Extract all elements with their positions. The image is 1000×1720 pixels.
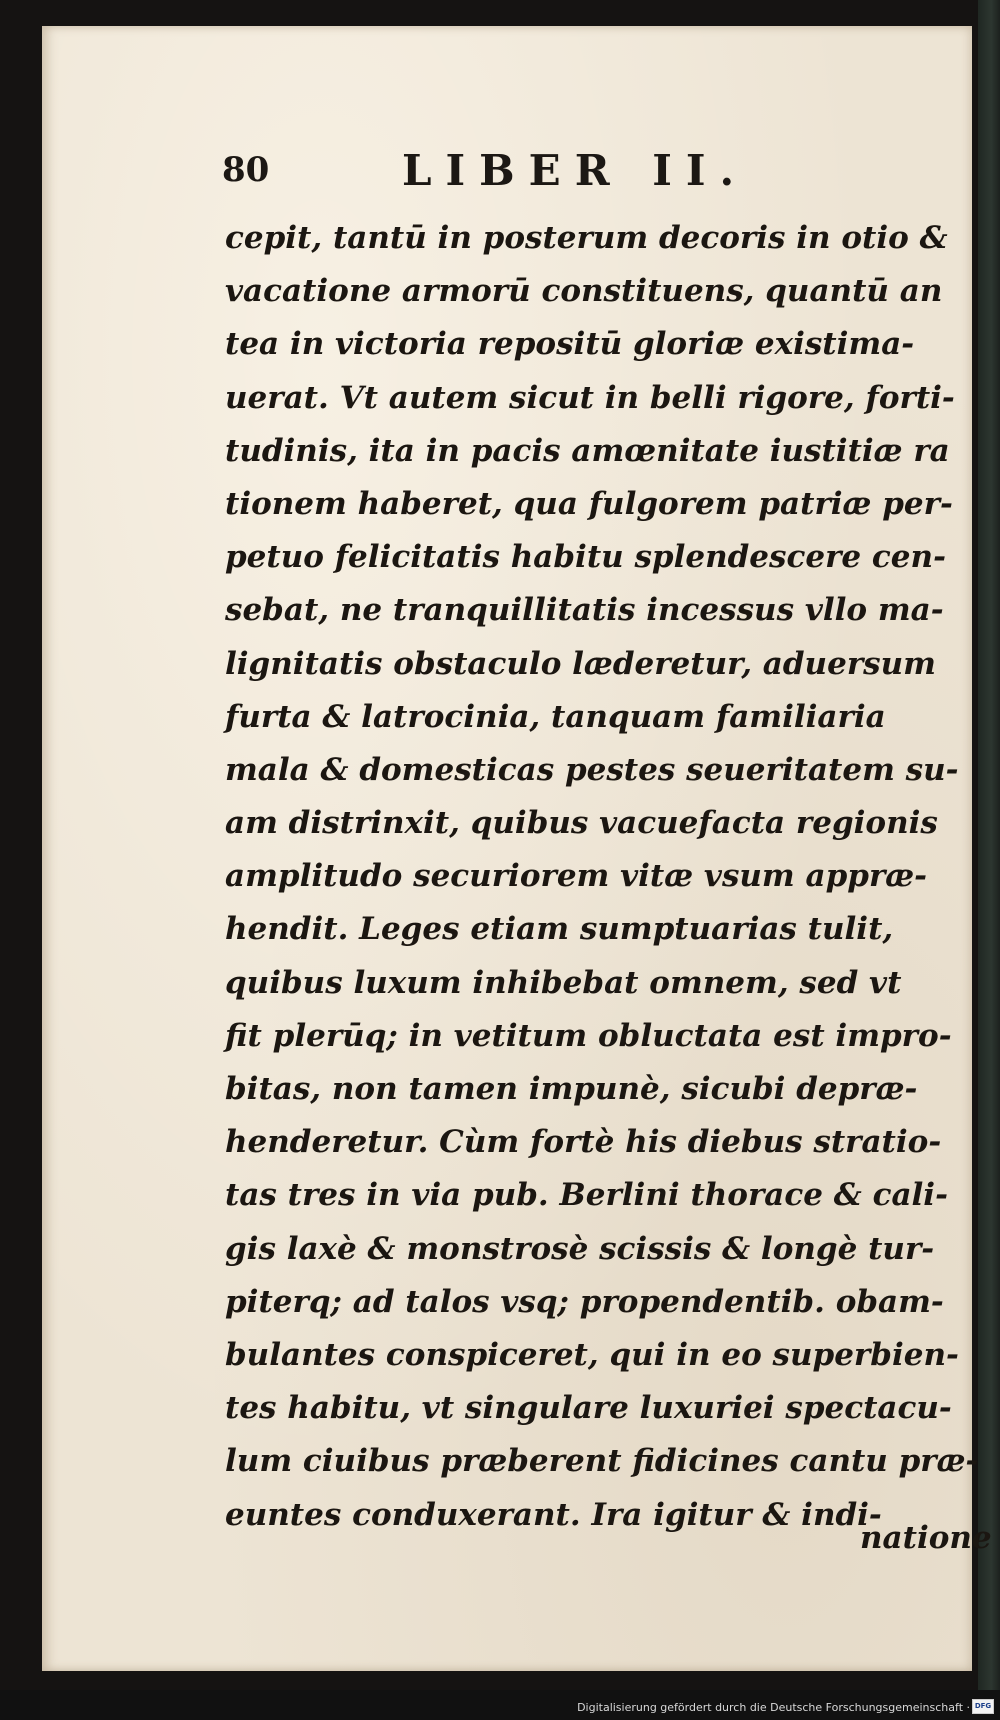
running-head: LIBER II. bbox=[402, 146, 749, 195]
page-header bbox=[222, 146, 762, 196]
text-line: tea in victoria repositū gloriæ existima- bbox=[225, 326, 915, 363]
body-text bbox=[225, 212, 985, 1542]
text-line: gis laxè & monstrosè scissis & longè tur- bbox=[225, 1230, 935, 1267]
text-line: cepit, tantū in posterum decoris in otio & bbox=[225, 220, 948, 256]
text-line: vacatione armorū constituens, quantū an bbox=[225, 273, 943, 310]
text-line: tionem haberet, qua fulgorem patriæ per- bbox=[225, 485, 953, 522]
text-line: lignitatis obstaculo læderetur, aduersum bbox=[225, 645, 936, 682]
text-line: uerat. Vt autem sicut in belli rigore, forti- bbox=[225, 379, 955, 416]
text-line: hendit. Leges etiam sumptuarias tulit, bbox=[225, 911, 894, 948]
text-line: tes habitu, vt singulare luxuriei spectacu- bbox=[225, 1390, 952, 1427]
funding-credit: Digitalisierung gefördert durch die Deutsche Forschungsgemeinschaft · bbox=[577, 1701, 970, 1714]
footer-bar bbox=[0, 1690, 1000, 1720]
text-line: quibus luxum inhibebat omnem, sed vt bbox=[225, 964, 902, 1001]
catchword: natione bbox=[860, 1520, 992, 1556]
text-line: tas tres in via pub. Berlini thorace & cali- bbox=[225, 1177, 948, 1214]
text-line: sebat, ne tranquillitatis incessus vllo ma- bbox=[225, 592, 944, 629]
text-line: euntes conduxerant. Ira igitur & indi- bbox=[225, 1496, 882, 1533]
text-line: bulantes conspiceret, qui in eo superbien- bbox=[225, 1336, 959, 1373]
text-line: furta & latrocinia, tanquam familiaria bbox=[225, 698, 886, 735]
page-number: 80 bbox=[222, 150, 270, 190]
book-page bbox=[42, 26, 992, 1671]
text-line: petuo felicitatis habitu splendescere cen- bbox=[225, 539, 946, 576]
text-line: lum ciuibus præberent fidicines cantu præ- bbox=[225, 1443, 979, 1480]
text-line: fit plerūq; in vetitum obluctata est impro- bbox=[225, 1017, 952, 1054]
text-line: piterq; ad talos vsq; propendentib. obam- bbox=[225, 1283, 944, 1320]
dfg-logo-icon: DFG bbox=[972, 1699, 994, 1714]
text-line: bitas, non tamen impunè, sicubi depræ- bbox=[225, 1071, 918, 1107]
text-line: henderetur. Cùm fortè his diebus stratio- bbox=[225, 1124, 942, 1161]
text-line: mala & domesticas pestes seueritatem su- bbox=[225, 751, 959, 788]
text-line: tudinis, ita in pacis amœnitate iustitiæ ra bbox=[225, 432, 950, 469]
text-line: amplitudo securiorem vitæ vsum appræ- bbox=[225, 858, 928, 895]
text-line: am distrinxit, quibus vacuefacta regionis bbox=[225, 805, 938, 842]
